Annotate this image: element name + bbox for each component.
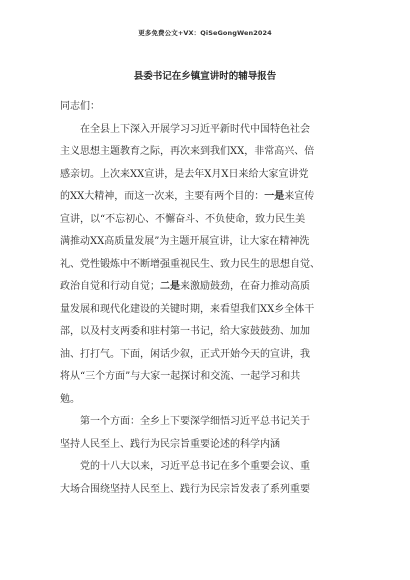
document-body xyxy=(60,96,352,501)
paragraph-line: 在全县上下深入开展学习习近平新时代中国特色社会 xyxy=(80,123,310,135)
section-heading-line: 第一个方面：全乡上下要深学细悟习近平总书记关于 xyxy=(80,416,310,427)
text-run: 的XX大精神，而这一次来，主要有两个目的： xyxy=(60,191,265,202)
paragraph-line: 量发展和现代化建设的关键时期，来看望我们XX乡全体干 xyxy=(60,303,315,315)
paragraph-line: 部，以及村支两委和驻村第一书记，给大家鼓鼓劲、加加 xyxy=(60,326,310,337)
paragraph-line: 宣讲，以“不忘初心、不懈奋斗、不负使命，致力民生美 xyxy=(60,213,306,225)
paragraph-line: 党的十八大以来，习近平总书记在多个重要会议、重 xyxy=(80,461,310,472)
text-run: 来宣传 xyxy=(284,191,315,202)
salutation: 同志们： xyxy=(60,101,100,112)
section-heading-line: 坚持人民至上、践行为民宗旨重要论述的科学内涵 xyxy=(60,438,280,450)
header-note: 更多免费公文+VX：QiSeGongWen2024 xyxy=(138,29,272,37)
paragraph-line: 感亲切。上次来XX宣讲，是去年X月X日来给大家宣讲党 xyxy=(60,168,309,180)
paragraph-line: 勉。 xyxy=(60,393,80,405)
paragraph-line: 礼、党性锻炼中不断增强重视民生、致力民生的思想自觉、 xyxy=(60,258,320,270)
document-title: 县委书记在乡镇宣讲时的辅导报告 xyxy=(133,71,277,82)
paragraph-line: 油、打打气。下面，闲话少叙，正式开始今天的宣讲，我 xyxy=(60,348,310,360)
paragraph-line: 大场合围绕坚持人民至上、践行为民宗旨发表了系列重要 xyxy=(60,483,310,495)
paragraph-line: 将从“三个方面”与大家一起探讨和交流、一起学习和共 xyxy=(60,371,301,382)
text-run: 政治自觉和行动自觉； xyxy=(60,281,160,292)
paragraph-line: 主义思想主题教育之际，再次来到我们XX，非常高兴、倍 xyxy=(60,146,315,157)
bold-marker-second: 二是 xyxy=(160,281,180,292)
text-run: 来激励鼓劲，在奋力推动高质 xyxy=(180,281,310,292)
paragraph-line: 满推动XX高质量发展”为主题开展宣讲，让大家在精神洗 xyxy=(60,236,310,247)
paragraph-line xyxy=(60,276,352,299)
bold-marker-first: 一是 xyxy=(264,191,285,202)
paragraph-line xyxy=(60,186,352,209)
